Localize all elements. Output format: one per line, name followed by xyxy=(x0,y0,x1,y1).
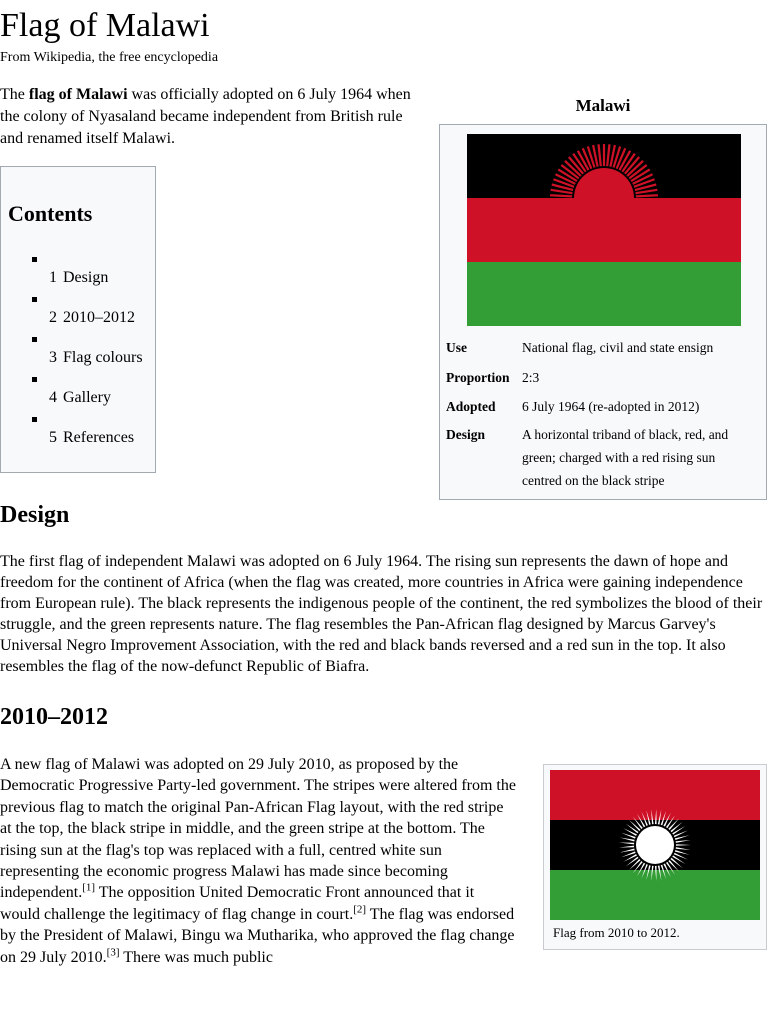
toc-link[interactable]: Gallery xyxy=(63,389,111,406)
thumbnail-2010-flag xyxy=(543,764,767,950)
flag-stripe-red xyxy=(467,198,741,262)
intro-text-start: The xyxy=(0,86,29,103)
intro-bold-term: flag of Malawi xyxy=(28,86,128,103)
toc-item-gallery[interactable] xyxy=(1,369,157,409)
era-paragraph xyxy=(0,754,516,968)
row-key: Adopted xyxy=(446,399,496,414)
page-title: Flag of Malawi xyxy=(0,7,210,44)
toc-heading: Contents xyxy=(8,201,93,226)
bullet-icon xyxy=(32,297,37,302)
row-key: Proportion xyxy=(446,370,510,385)
toc-item-flag-colours[interactable] xyxy=(1,329,157,369)
era-text-4: There was much public xyxy=(119,948,273,966)
reference-link-3[interactable]: [3] xyxy=(106,946,120,959)
row-value: 2:3 xyxy=(522,370,540,385)
infobox-caption: Malawi xyxy=(575,96,631,115)
era-text-3: The flag was endorsed by the President of Malawi, Bingu wa Mutharika, who approved the flag change on 29 July 2010. xyxy=(0,905,515,966)
toc-list xyxy=(1,249,157,449)
section-heading-2010-2012: 2010–2012 xyxy=(0,704,108,730)
toc-number: 3 xyxy=(49,349,57,366)
row-value: 6 July 1964 (re-adopted in 2012) xyxy=(522,399,700,414)
bullet-icon xyxy=(32,417,37,422)
malawi-2010-flag-image[interactable] xyxy=(550,770,760,920)
section-heading-design: Design xyxy=(0,502,70,528)
sun-ray xyxy=(603,144,605,166)
toc-item-design[interactable] xyxy=(1,249,157,289)
site-tagline: From Wikipedia, the free encyclopedia xyxy=(0,50,219,65)
thumbnail-caption: Flag from 2010 to 2012. xyxy=(553,925,680,940)
flag-stripe-green xyxy=(550,870,760,920)
table-of-contents xyxy=(0,166,156,473)
toc-item-references[interactable] xyxy=(1,409,157,449)
row-key: Design xyxy=(446,427,486,442)
toc-number: 5 xyxy=(49,429,57,446)
intro-paragraph xyxy=(0,84,415,150)
toc-link[interactable]: References xyxy=(63,429,135,446)
toc-number: 4 xyxy=(49,389,57,406)
row-value: National flag, civil and state ensign xyxy=(522,340,714,355)
malawi-flag-image[interactable] xyxy=(467,134,741,326)
toc-item-2010-2012[interactable] xyxy=(1,289,157,329)
bullet-icon xyxy=(32,257,37,262)
flag-stripe-red xyxy=(550,770,760,820)
reference-link-2[interactable]: [2] xyxy=(353,903,367,916)
toc-number: 1 xyxy=(49,269,57,286)
era-text-2: The opposition United Democratic Front announced that it would challenge the legitimacy of flag change in court. xyxy=(0,884,475,923)
reference-link-1[interactable]: [1] xyxy=(82,882,96,895)
toc-link[interactable]: 2010–2012 xyxy=(63,309,135,326)
infobox xyxy=(439,124,767,500)
bullet-icon xyxy=(32,337,37,342)
toc-link[interactable]: Flag colours xyxy=(63,349,143,366)
row-key: Use xyxy=(446,340,467,355)
era-text-1: A new flag of Malawi was adopted on 29 July 2010, as proposed by the Democratic Progressive Party-led government. The stripes were altered from the previous flag to match the original Pan-African Flag layout, with the red stripe at the top, the black stripe in middle, and the green stripe at the bottom. The rising sun at the flag's top was replaced with a full, centred white sun representing the economic progress Malawi has made since becoming independent. xyxy=(0,756,516,902)
toc-link[interactable]: Design xyxy=(63,269,109,286)
bullet-icon xyxy=(32,377,37,382)
intro-text-rest: was officially adopted on 6 July 1964 when the colony of Nyasaland became independent from British rule and renamed itself Malawi. xyxy=(0,86,411,147)
toc-number: 2 xyxy=(49,309,57,326)
white-sun xyxy=(636,826,674,864)
design-paragraph: The first flag of independent Malawi was adopted on 6 July 1964. The rising sun represents the dawn of hope and freedom for the continent of Africa (when the flag was created, more countries in Africa were gaining independence from European rule). The black represents the indigenous people of the continent, the red symbolizes the blood of their struggle, and the green represents nature. The flag resembles the Pan-African flag designed by Marcus Garvey's Universal Negro Improvement Association, with the red and black bands reversed and a red sun in the top. It also resembles the flag of the now-defunct Republic of Biafra. xyxy=(0,553,763,675)
row-value: A horizontal triband of black, red, and green; charged with a red rising sun centred on the black stripe xyxy=(522,427,729,488)
flag-stripe-green xyxy=(467,262,741,326)
